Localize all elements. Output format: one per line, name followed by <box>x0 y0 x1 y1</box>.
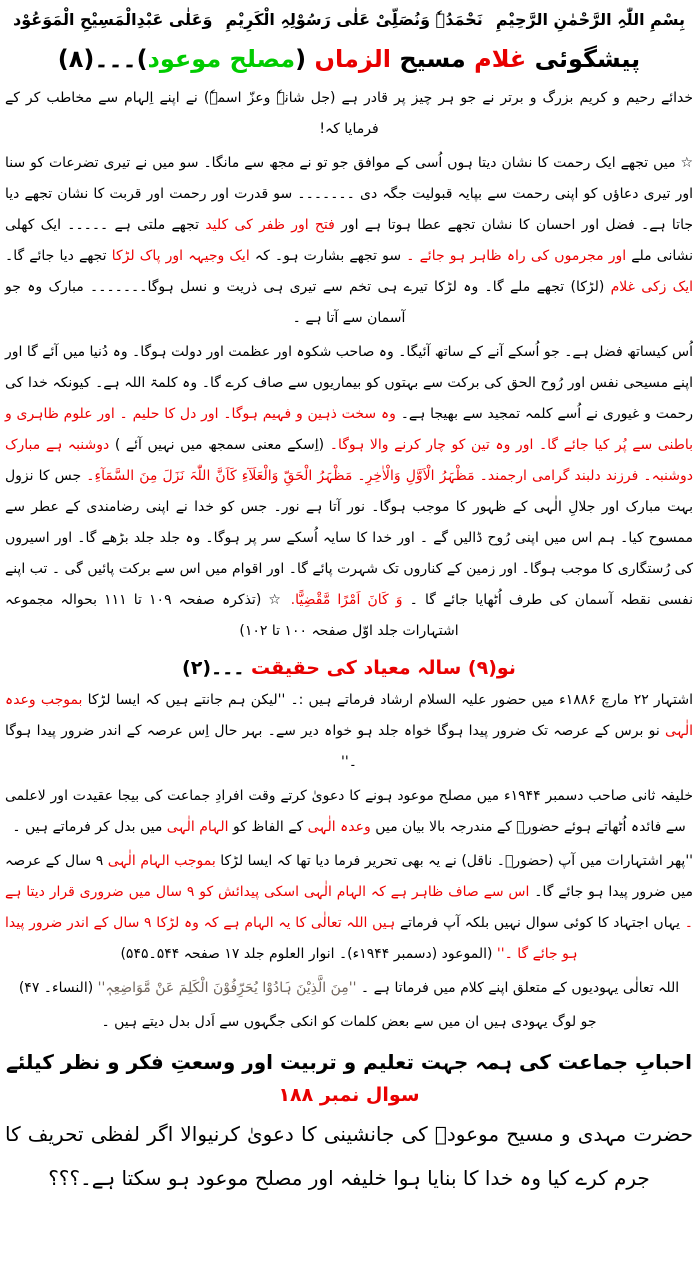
text-segment: وعدہ الٰہی <box>307 819 371 835</box>
text-segment: الزماں <box>306 45 392 73</box>
text-segment: ☆ (تذکرہ صفحہ ۱۰۹ تا ۱۱۱ بحوالہ مجموعہ اشتہارات جلد اوّل صفحہ ۱۰۰ تا ۱۰۲) <box>5 592 459 639</box>
text-segment: )۔۔۔(۸) <box>57 45 148 73</box>
text-segment: پیشگوئی <box>526 45 641 73</box>
text-segment: میں بدل کر فرماتے ہیں ۔ <box>12 819 167 835</box>
text-segment: ☆ میں تجھے ایک رحمت کا نشان دیتا ہوں اُسی کے موافق جو تو نے مجھ سے مانگا۔ سو میں نے تیری تضرعات کو سنا اور تیری دعاؤں کو اپنی رحمت سے بپایہ قبولیت جگہ دی ۔۔۔۔۔۔۔ سو قدرت اور رحمت اور قربت کا نشان تجھے دیا جاتا ہے۔ فضل اور احسان کا نشان تجھے عطا ہوتا ہے اور <box>5 155 693 233</box>
text-segment: تجھے ملتی ہے ۔۔۔۔۔ ایک کھلی نشانی ملے <box>5 217 693 264</box>
text-segment: سو تجھے بشارت ہو۔ کہ <box>249 248 407 264</box>
text-segment: مسیح <box>391 45 466 73</box>
text-segment: غلام <box>465 45 527 73</box>
text-segment: تجھے دیا جائے گا۔ <box>5 248 112 264</box>
text-segment: وَ کَانَ اَمْرًا مَّقْضِیًّا. <box>290 592 403 608</box>
paragraph-revelation-1 <box>5 148 693 334</box>
text-segment: الہام الٰہی <box>166 819 229 835</box>
heading-question-number: سوال نمبر ۱۸۸ <box>278 1084 420 1106</box>
text-segment: یہاں اجتہاد کا کوئی سوال نہیں بلکہ آپ فرماتے <box>395 915 685 931</box>
text-segment: ''پھر اشتہارات میں آپ (حضورؑ۔ ناقل) نے یہ بھی تحریر فرما دیا تھا کہ ایسا لڑکا <box>215 853 694 869</box>
text-segment: اور مجرموں کی راہ ظاہر ہو جائے ۔ <box>406 248 627 264</box>
paragraph-revelation-2 <box>5 337 693 647</box>
text-segment: ۔۔۔(۲) <box>182 657 245 679</box>
bismillah-right: بِسْمِ اللّٰہِ الرَّحْمٰنِ الرَّحِیْمِ <box>495 10 685 29</box>
text-segment: حضرت مہدی و مسیح موعودؑ کی جانشینی کا دعویٰ کرنیوالا اگر لفظی تحریف کا جرم کرے کیا وہ خدا کا بنایا ہوا خلیفہ اور مصلح موعود ہو سکتا ہے۔؟؟؟ <box>5 1122 693 1190</box>
text-segment: بموجب وعدہ الٰہی <box>5 692 693 739</box>
text-segment: نو(۹) سالہ معیاد کی حقیقت <box>244 657 516 679</box>
paragraph-quran-verse <box>5 973 693 1004</box>
text-segment: جس کا نزول بہت مبارک اور جلالِ الٰہی کے ظہور کا موجب ہوگا۔ نور آتا ہے نور۔ جس کو خدا نے اپنی رضامندی کے عطر سے ممسوح کیا۔ ہم اس میں اپنی رُوح ڈالیں گے ۔ اور خدا کا سایہ اُسکے سر پر ہوگا۔ وہ جلد جلد بڑھے گا۔ اور اسیروں کی رُستگاری کا موجب ہوگا۔ اور زمین کے کناروں تک شہرت پائے گا۔ اور اقوام میں اس سے برکت پائیں گی ۔ تب اپنے نفسی نقطہ آسمان کی طرف اُٹھایا جائے گا ۔ <box>5 468 693 608</box>
text-segment: وہ سخت ذہین و فہیم ہوگا۔ اور دل کا حلیم ۔ اور علوم ظاہری و باطنی سے پُر کیا جائے گا۔ اور وہ تین کو چار کرنے والا ہوگا۔ <box>5 406 693 453</box>
text-segment: ہیں اللہ تعالٰی کا یہ الہام ہے کہ وہ لڑکا ۹ سال کے اندر ضرور پیدا ہو جائے گا ۔'' <box>5 915 578 962</box>
text-segment: ۹ سال کے عرصہ میں ضرور پیدا ہو جائے گا۔ <box>5 853 694 900</box>
text-segment: (النساء۔ ۴۷) <box>18 980 98 996</box>
text-segment: اس سے صاف ظاہر ہے کہ الہام الٰہی اسکی پیدائش کو ۹ سال میں ضروری قرار دیتا ہے ۔ <box>5 884 693 931</box>
paragraph-intro <box>5 83 693 145</box>
text-segment: ( <box>295 45 307 73</box>
text-segment: نو برس کے عرصہ تک ضرور پیدا ہوگا خواہ جلد ہو خواہ دیر سے۔ بہر حال اِس عرصہ کے اندر ضرور پیدا ہوگا ۔'' <box>5 723 665 770</box>
bismillah-center: نَحْمَدُہٗ وَنُصَلِّیْ عَلٰی رَسُوْلِہِ الْکَرِیْمِ <box>225 10 483 29</box>
heading-ahbab-jamaat: احبابِ جماعت کی ہمہ جہت تعلیم و تربیت اور وسعتِ فکر و نظر کیلئے <box>5 1050 692 1074</box>
text-segment: خدائے رحیم و کریم بزرگ و برتر نے جو ہر چیز پر قادر ہے (جل شانہٗ وعزّ اسمہٗ) نے اپنے اِلہام سے مخاطب کر کے فرمایا کہ! <box>5 90 693 137</box>
text-segment: بموجب الہام الٰہی <box>107 853 216 869</box>
section-heading-nine-year-term <box>5 657 693 679</box>
paragraph-announcement-1886 <box>5 685 693 778</box>
bismillah-line <box>5 8 693 29</box>
bismillah-left: وَعَلٰی عَبْدِالْمَسِیْحِ الْمَوَعُوْد <box>13 10 213 29</box>
text-segment: کے الفاظ کو <box>228 819 308 835</box>
text-segment: دوشنبہ ہے مبارک دوشنبہ۔ فرزند دلبند گرامی ارجمند۔ مَظْہَرُ الْاَوَّلِ وَالْاٰخِرِ۔ مَظْہَرُ الْحَقِّ وَالْعَلَآءِ کَاَنَّ اللّٰہَ نَزَلَ مِنَ السَّمَآءِ۔ <box>5 437 693 484</box>
page-title <box>5 45 693 73</box>
text-segment: اللہ تعالٰی یہودیوں کے متعلق اپنے کلام میں فرماتا ہے ۔ <box>356 980 680 996</box>
paragraph-ilham-quote <box>5 846 693 970</box>
text-segment: اشتہار ۲۲ مارچ ۱۸۸۶ء میں حضور علیہ السلام ارشاد فرماتے ہیں :۔ ''لیکن ہم جانتے ہیں کہ ایسا لڑکا <box>82 692 693 708</box>
paragraph-question-188 <box>5 1112 693 1200</box>
text-segment: ایک وجیہہ اور پاک لڑکا <box>111 248 250 264</box>
text-segment: جو لوگ یہودی ہیں ان میں سے بعض کلمات کو انکی جگہوں سے اَدل بدل دیتے ہیں ۔ <box>101 1014 597 1030</box>
paragraph-khalifa-claim <box>5 781 693 843</box>
text-segment: (الموعود (دسمبر ۱۹۴۴ء)۔ انوار العلوم جلد ۱۷ صفحہ ۵۴۴۔۵۴۵) <box>120 946 497 962</box>
text-segment: فتح اور ظفر کی کلید <box>205 217 335 233</box>
text-segment: (لڑکا) تجھے ملے گا۔ وہ لڑکا تیرے ہی تخم سے تیری ہی ذریت و نسل ہوگا۔۔۔۔۔۔۔ مبارک وہ جو آسمان سے آتا ہے ۔ <box>5 279 611 326</box>
paragraph-verse-translation <box>5 1007 693 1038</box>
text-segment: مصلح موعود <box>147 45 296 73</box>
text-segment: ''مِنَ الَّذِیْنَ ہَادُوْا یُحَرِّفُوْنَ الْکَلِمَ عَنْ مَّوَاضِعِہٖ'' <box>97 980 357 996</box>
text-segment: ایک زکی غلام <box>610 279 694 295</box>
text-segment: خلیفہ ثانی صاحب دسمبر ۱۹۴۴ء میں مصلح موعود ہونے کا دعویٰ کرتے وقت افرادِ جماعت کی بیجا عقیدت اور لاعلمی سے فائدہ اُٹھاتے ہوئے حضورؑ کے مندرجہ بالا بیان میں <box>5 788 694 835</box>
text-segment: (اِسکے معنی سمجھ میں نہیں آئے ) <box>109 437 325 453</box>
text-segment: اُس کیساتھ فضل ہے۔ جو اُسکے آنے کے ساتھ آئیگا۔ وہ صاحب شکوہ اور عظمت اور دولت ہوگا۔ وہ دُنیا میں آئے گا اور اپنے مسیحی نفس اور رُوح الحق کی برکت سے بہتوں کو بیماریوں سے صاف کرے گا۔ وہ کلمۃ اللہ ہے۔ کیونکہ خدا کی رحمت و غیوری نے اُسے کلمہ تمجید سے بھیجا ہے۔ <box>5 344 693 422</box>
